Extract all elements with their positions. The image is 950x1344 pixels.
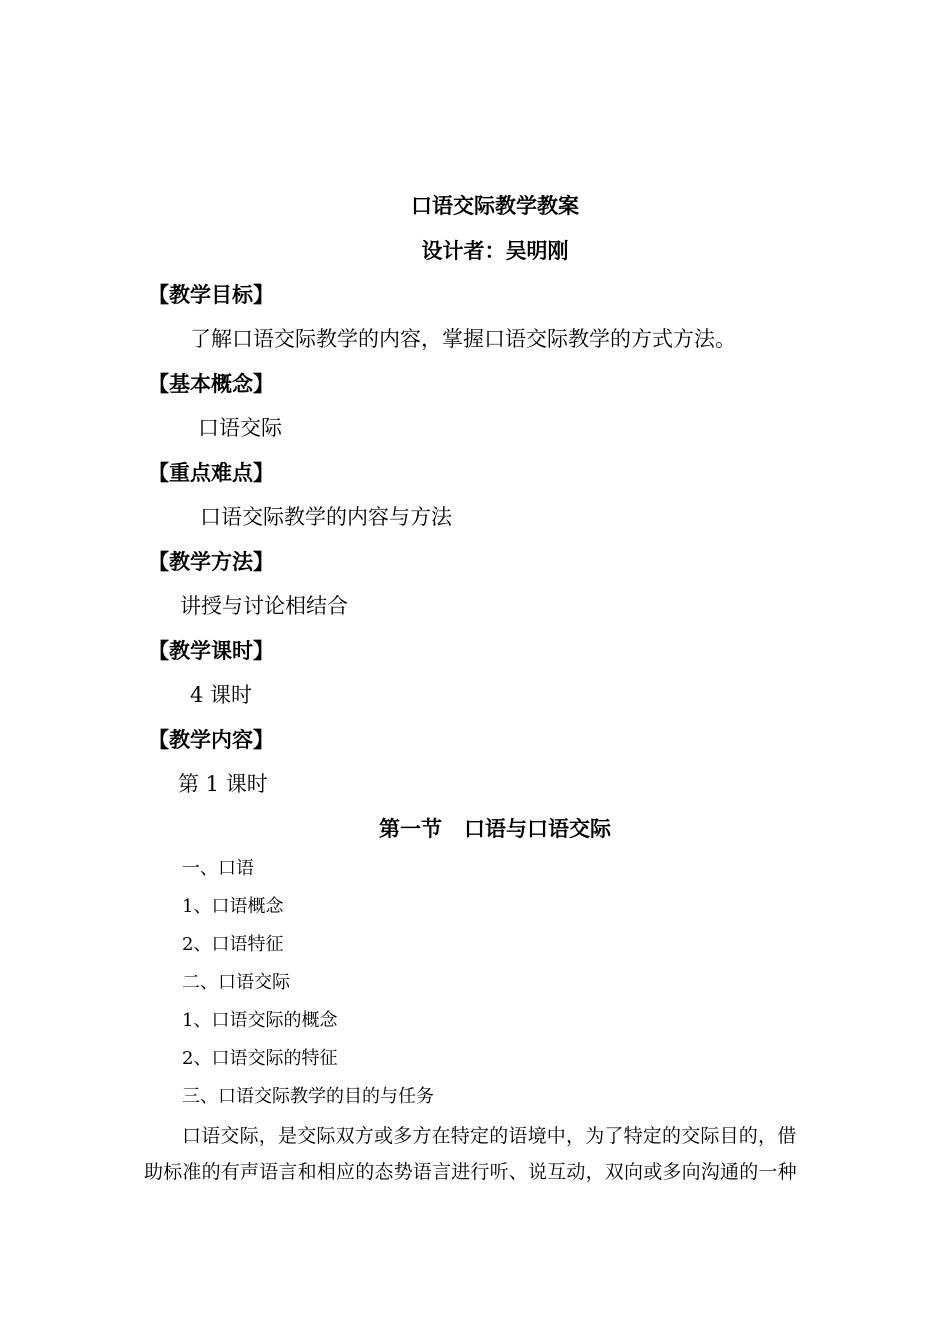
outline-item: 三、口语交际教学的目的与任务: [182, 1086, 434, 1107]
outline-item: 1、口语概念: [182, 896, 284, 917]
section-content-key-points: 口语交际教学的内容与方法: [200, 505, 452, 529]
section-heading-hours: 【教学课时】: [148, 638, 274, 663]
section-heading-key-points: 【重点难点】: [148, 460, 274, 485]
section-content-objectives: 了解口语交际教学的内容，掌握口语交际教学的方式方法。: [190, 327, 736, 351]
document-title: 口语交际教学教案: [411, 193, 579, 218]
paragraph-line: 助标准的有声语言和相应的态势语言进行听、说互动，双向或多向沟通的一种: [144, 1161, 797, 1183]
outline-item: 二、口语交际: [182, 972, 290, 993]
section-content-methods: 讲授与讨论相结合: [180, 594, 348, 618]
section-heading-concepts: 【基本概念】: [148, 371, 274, 396]
outline-item: 一、口语: [182, 858, 254, 879]
outline-item: 2、口语特征: [182, 934, 284, 955]
chapter-title: 第一节 口语与口语交际: [379, 816, 611, 841]
section-content-lesson: 第 1 课时: [178, 772, 268, 796]
outline-item: 1、口语交际的概念: [182, 1010, 338, 1031]
section-heading-objectives: 【教学目标】: [148, 282, 274, 307]
section-heading-methods: 【教学方法】: [148, 549, 274, 574]
section-content-concepts: 口语交际: [198, 416, 282, 440]
section-heading-content: 【教学内容】: [148, 727, 274, 752]
section-content-hours: 4 课时: [190, 683, 253, 707]
outline-item: 2、口语交际的特征: [182, 1048, 338, 1069]
paragraph-line: 口语交际，是交际双方或多方在特定的语境中，为了特定的交际目的，借: [182, 1125, 797, 1147]
document-designer: 设计者：吴明刚: [421, 238, 569, 263]
